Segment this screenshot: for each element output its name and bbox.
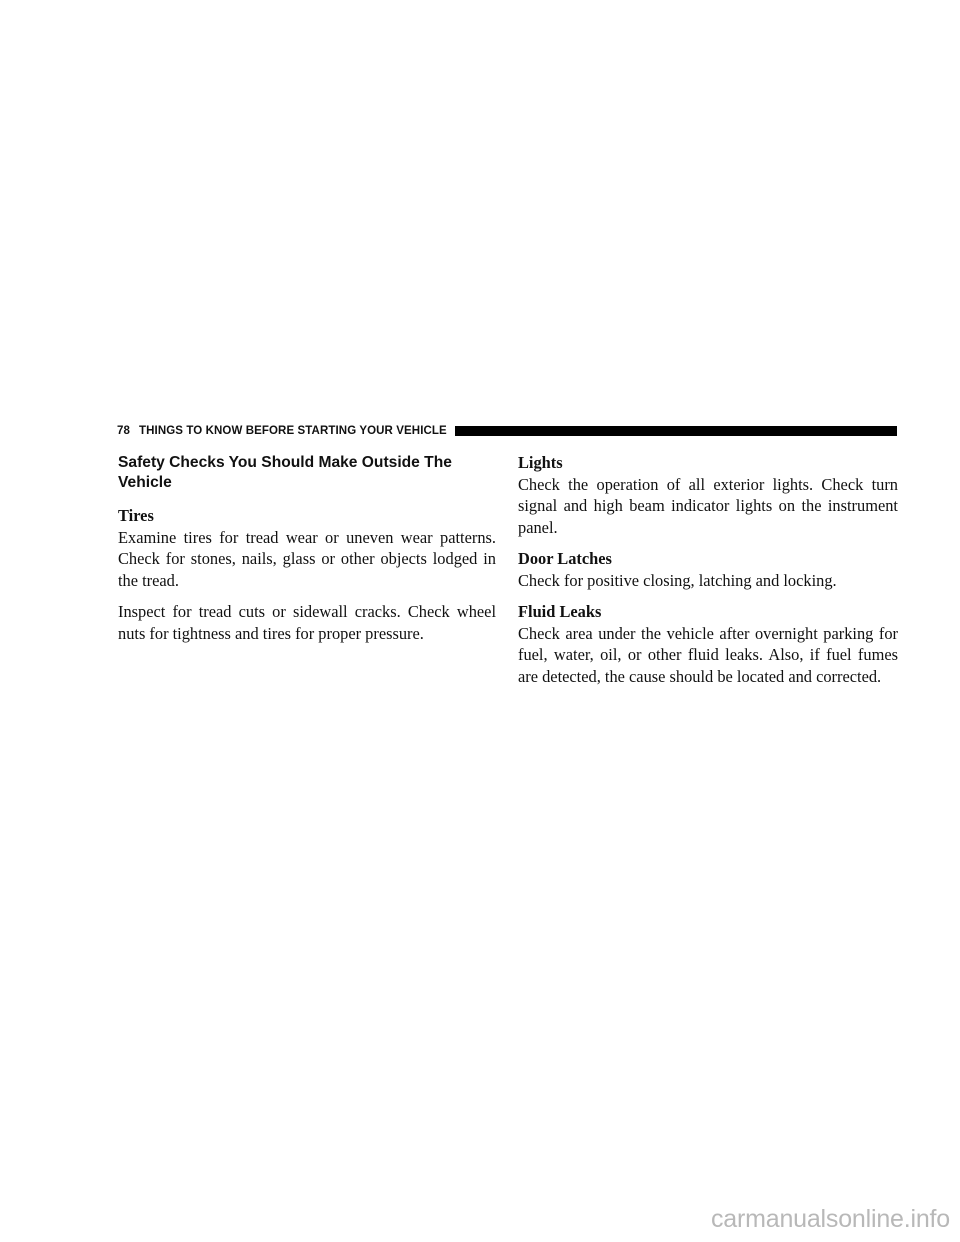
fluid-leaks-subheading: Fluid Leaks: [518, 602, 602, 621]
watermark: carmanualsonline.info: [710, 1205, 950, 1233]
tires-subheading: Tires: [118, 506, 154, 525]
right-column: [518, 452, 898, 697]
header-rule: [455, 426, 897, 436]
tires-paragraph-1: Examine tires for tread wear or uneven wear patterns. Check for stones, nails, glass or other objects lodged in the tread.: [118, 527, 496, 590]
fluid-leaks-paragraph: Check area under the vehicle after overnight parking for fuel, water, oil, or other fluid leaks. Also, if fuel fumes are detected, the cause should be located and corrected.: [518, 623, 898, 686]
left-column: [118, 452, 496, 654]
tires-paragraph-2: Inspect for tread cuts or sidewall cracks. Check wheel nuts for tightness and tires for proper pressure.: [118, 602, 496, 643]
page-header: [117, 424, 897, 437]
lights-subheading: Lights: [518, 453, 563, 472]
page-number: 78: [117, 424, 130, 437]
door-latches-paragraph: Check for positive closing, latching and locking.: [518, 570, 837, 590]
section-heading: Safety Checks You Should Make Outside The Vehicle: [118, 454, 452, 491]
section-title: THINGS TO KNOW BEFORE STARTING YOUR VEHICLE: [139, 424, 447, 437]
door-latches-subheading: Door Latches: [518, 549, 612, 568]
lights-paragraph: Check the operation of all exterior lights. Check turn signal and high beam indicator lights on the instrument panel.: [518, 474, 898, 537]
